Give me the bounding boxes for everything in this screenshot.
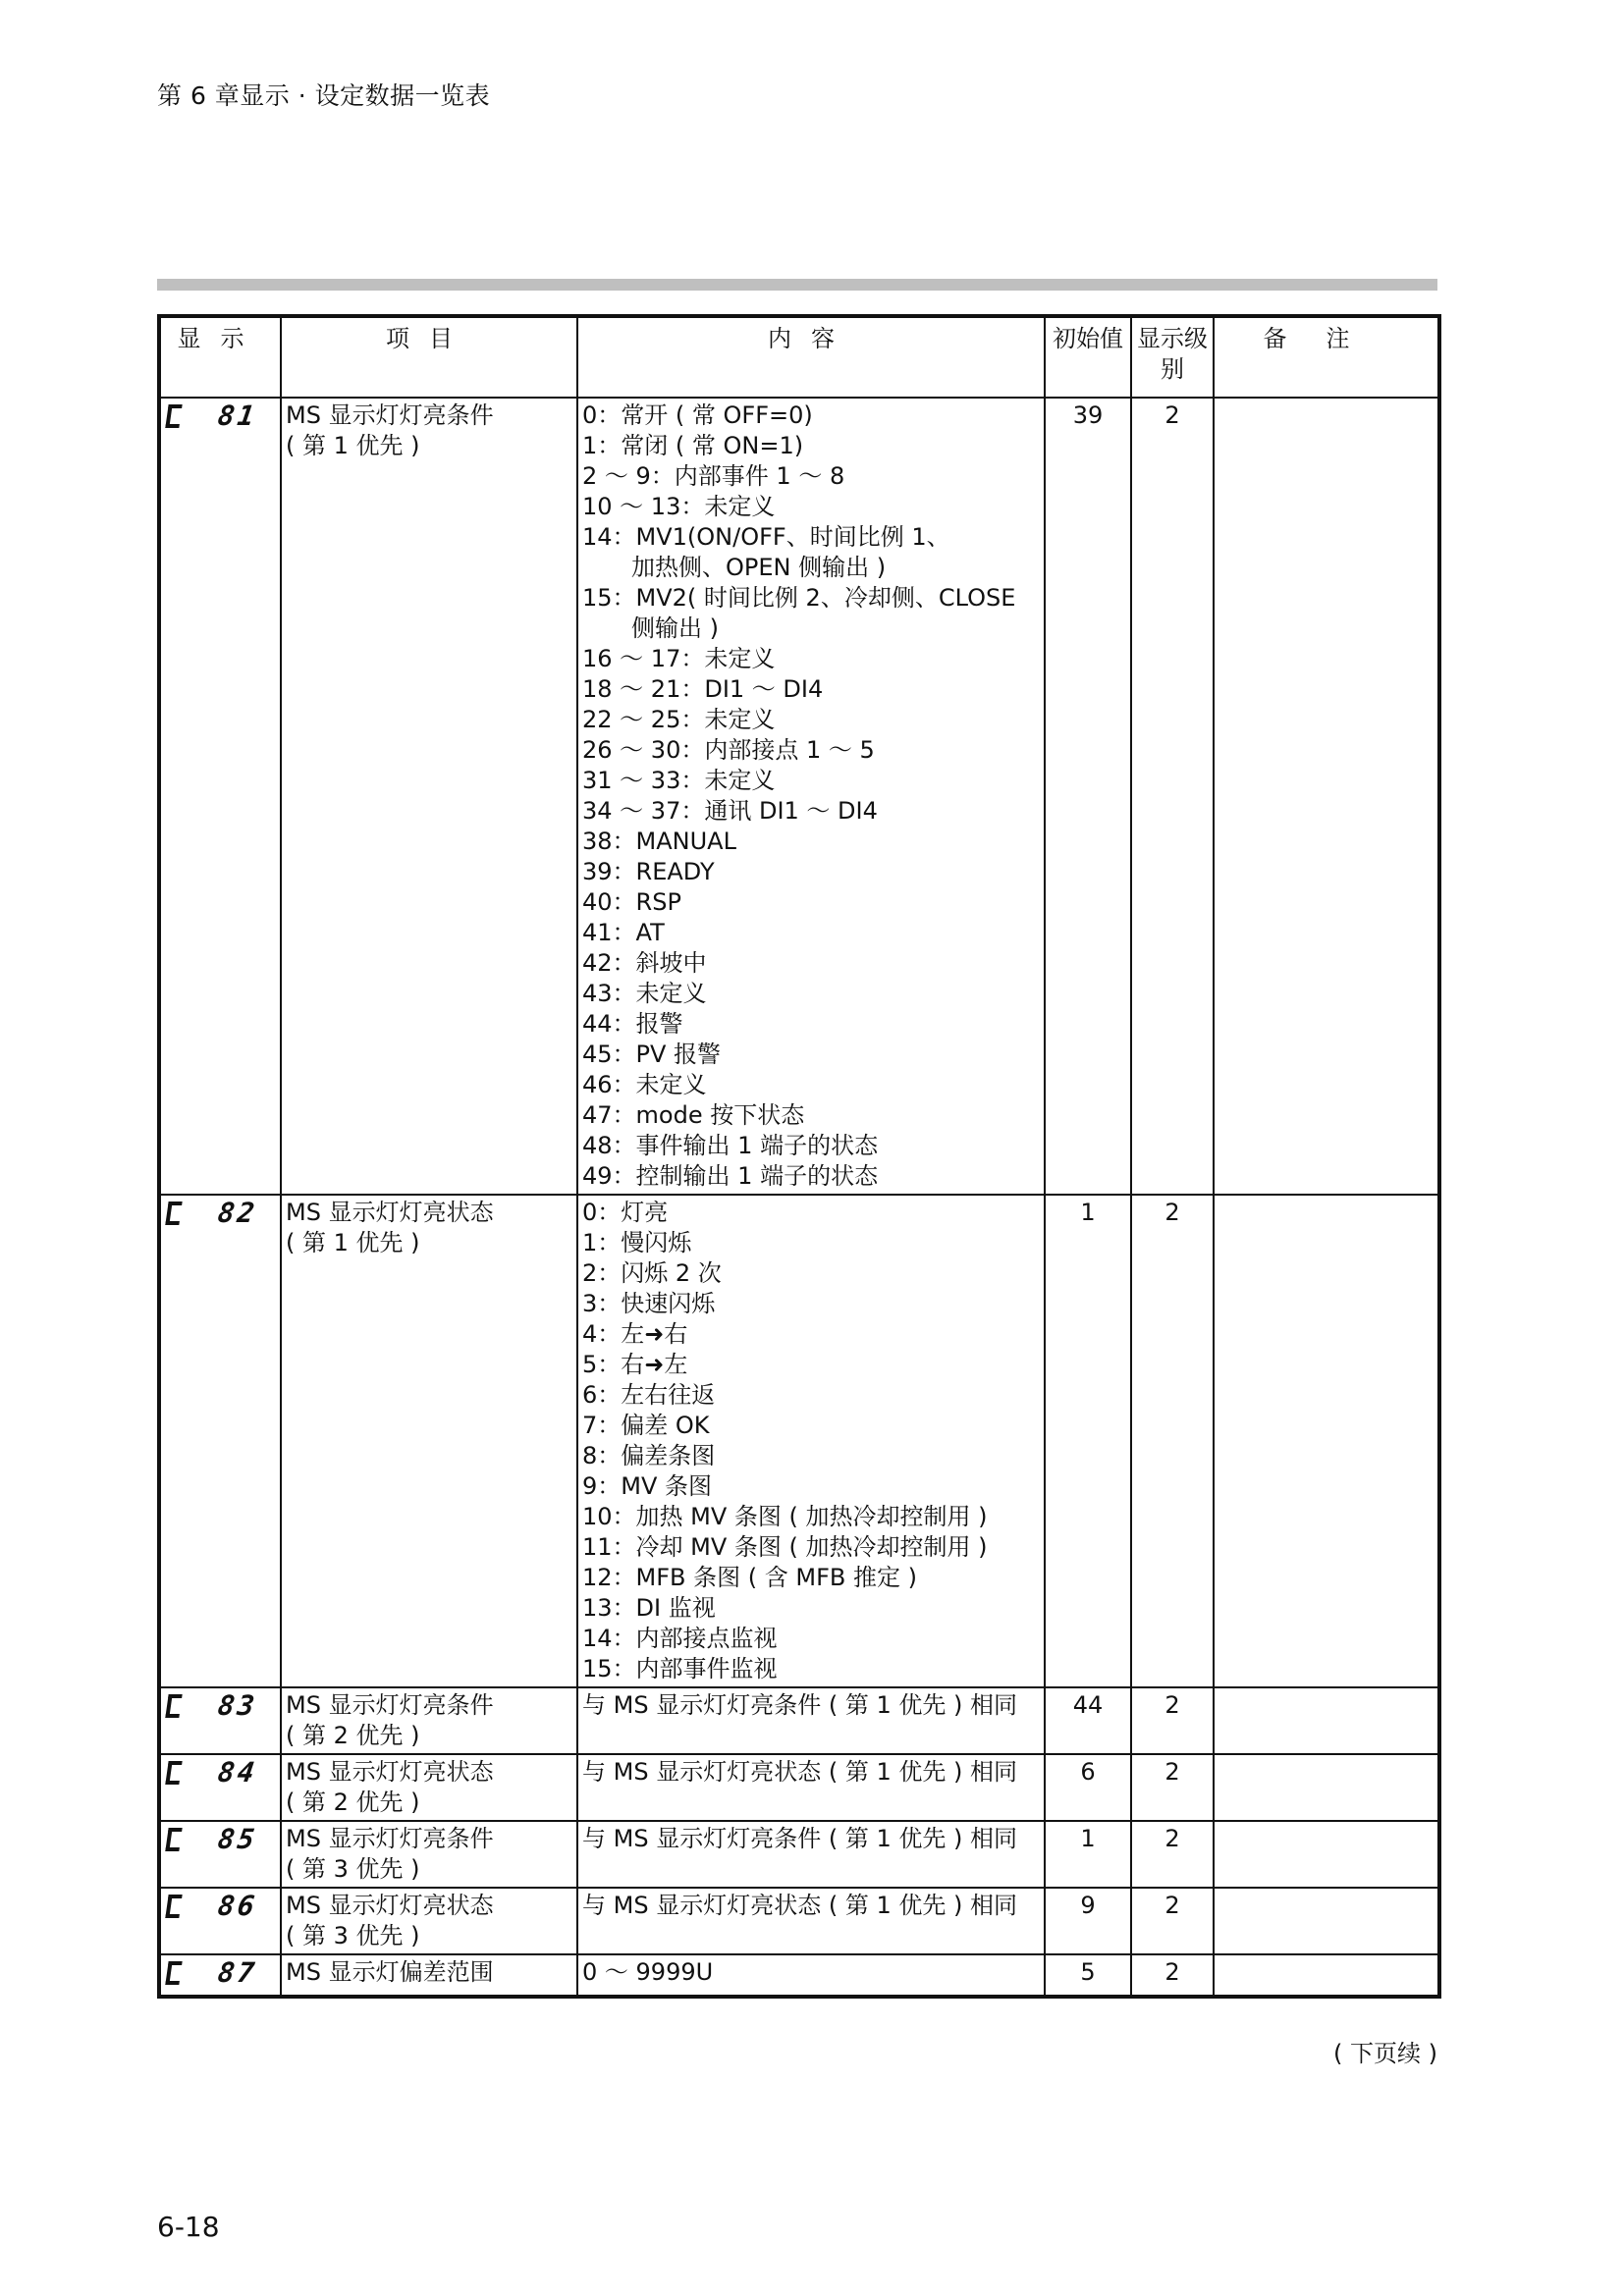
content-line: 14：内部接点监视	[582, 1625, 778, 1652]
content-line: 3：快速闪烁	[582, 1290, 716, 1317]
content-cell	[577, 1954, 1045, 1997]
header-content: 内容	[577, 316, 1045, 398]
content-line: 31 ～ 33：未定义	[582, 767, 776, 794]
note-cell	[1214, 1954, 1439, 1997]
item-line: MS 显示灯灯亮条件	[286, 1825, 494, 1852]
content-cell	[577, 1687, 1045, 1754]
initial-value-cell: 1	[1045, 1821, 1131, 1888]
item-line: ( 第 1 优先 )	[286, 1229, 420, 1256]
initial-value-cell: 6	[1045, 1754, 1131, 1821]
chapter-title: 第 6 章显示 · 设定数据一览表	[157, 81, 491, 110]
initial-value-cell: 39	[1045, 398, 1131, 1195]
display-level-cell: 2	[1131, 1195, 1214, 1687]
item-line: ( 第 3 优先 )	[286, 1922, 420, 1949]
content-line: 39：READY	[582, 858, 715, 885]
display-level-cell: 2	[1131, 1754, 1214, 1821]
segment-c-glyph-icon	[165, 1961, 182, 1985]
settings-table	[157, 314, 1441, 1999]
item-line: MS 显示灯灯亮状态	[286, 1199, 494, 1226]
segment-display-code	[165, 1198, 259, 1229]
content-line: 与 MS 显示灯灯亮状态 ( 第 1 优先 ) 相同	[582, 1892, 1017, 1919]
note-cell	[1214, 1821, 1439, 1888]
content-line: 5：右➜左	[582, 1351, 688, 1378]
content-line: 44：报警	[582, 1010, 683, 1038]
content-line: 7：偏差 OK	[582, 1412, 710, 1439]
segment-c-glyph-icon	[165, 1828, 182, 1851]
content-line: 18 ～ 21：DI1 ～ DI4	[582, 675, 824, 703]
display-code-number: 83	[215, 1689, 260, 1722]
display-code-number: 82	[215, 1197, 260, 1229]
content-line: 2 ～ 9：内部事件 1 ～ 8	[582, 462, 845, 490]
continued-note: ( 下页续 )	[1333, 2040, 1437, 2067]
display-code-cell	[159, 1687, 281, 1754]
content-line: 48：事件输出 1 端子的状态	[582, 1132, 879, 1159]
content-cell	[577, 398, 1045, 1195]
note-cell	[1214, 1687, 1439, 1754]
table-row	[159, 398, 1439, 1195]
note-cell	[1214, 398, 1439, 1195]
item-line: MS 显示灯灯亮条件	[286, 401, 494, 429]
content-line: 9：MV 条图	[582, 1472, 713, 1500]
header-note: 备注	[1214, 316, 1439, 398]
item-line: MS 显示灯灯亮状态	[286, 1758, 494, 1786]
segment-display-code	[165, 400, 259, 432]
display-code-number: 87	[215, 1956, 260, 1989]
note-cell	[1214, 1754, 1439, 1821]
item-line: ( 第 2 优先 )	[286, 1789, 420, 1816]
table-row	[159, 1888, 1439, 1954]
item-cell	[281, 1754, 577, 1821]
initial-value-cell: 44	[1045, 1687, 1131, 1754]
display-code-number: 81	[215, 400, 260, 432]
content-line: 46：未定义	[582, 1071, 707, 1098]
table-row	[159, 1687, 1439, 1754]
segment-display-code	[165, 1891, 259, 1922]
content-line: 侧输出 )	[631, 614, 719, 642]
table-row	[159, 1954, 1439, 1997]
segment-c-glyph-icon	[165, 1761, 182, 1785]
content-line: 15：MV2( 时间比例 2、冷却侧、CLOSE	[582, 584, 1016, 612]
content-line: 15：内部事件监视	[582, 1655, 778, 1682]
item-cell	[281, 1195, 577, 1687]
content-line: 16 ～ 17：未定义	[582, 645, 776, 672]
content-line: 12：MFB 条图 ( 含 MFB 推定 )	[582, 1564, 917, 1591]
display-level-cell: 2	[1131, 1821, 1214, 1888]
note-cell	[1214, 1888, 1439, 1954]
item-cell	[281, 1954, 577, 1997]
item-line: MS 显示灯灯亮条件	[286, 1691, 494, 1719]
content-line: 13：DI 监视	[582, 1594, 716, 1622]
note-cell	[1214, 1195, 1439, 1687]
table-row	[159, 1754, 1439, 1821]
content-line: 与 MS 显示灯灯亮状态 ( 第 1 优先 ) 相同	[582, 1758, 1017, 1786]
segment-display-code	[165, 1757, 259, 1789]
content-line: 1：常闭 ( 常 ON=1)	[582, 432, 804, 459]
header-initial-value: 初始值	[1045, 316, 1131, 398]
content-line: 10：加热 MV 条图 ( 加热冷却控制用 )	[582, 1503, 988, 1530]
content-line: 8：偏差条图	[582, 1442, 716, 1469]
display-code-number: 84	[215, 1756, 260, 1789]
segment-c-glyph-icon	[165, 1694, 182, 1718]
content-line: 6：左右往返	[582, 1381, 716, 1409]
display-code-cell	[159, 1888, 281, 1954]
segment-c-glyph-icon	[165, 1201, 182, 1225]
content-cell	[577, 1754, 1045, 1821]
display-code-cell	[159, 1754, 281, 1821]
header-display: 显示	[159, 316, 281, 398]
item-cell	[281, 1888, 577, 1954]
item-line: ( 第 2 优先 )	[286, 1722, 420, 1749]
display-code-number: 85	[215, 1823, 260, 1855]
content-line: 45：PV 报警	[582, 1041, 722, 1068]
content-line: 0：灯亮	[582, 1199, 669, 1226]
content-cell	[577, 1821, 1045, 1888]
section-divider	[157, 279, 1437, 291]
display-level-cell: 2	[1131, 1954, 1214, 1997]
display-code-cell	[159, 1195, 281, 1687]
display-level-cell: 2	[1131, 1687, 1214, 1754]
content-line: 0：常开 ( 常 OFF=0)	[582, 401, 813, 429]
item-line: MS 显示灯偏差范围	[286, 1958, 494, 1986]
content-line: 14：MV1(ON/OFF、时间比例 1、	[582, 523, 950, 551]
header-item: 项目	[281, 316, 577, 398]
item-line: MS 显示灯灯亮状态	[286, 1892, 494, 1919]
content-line: 22 ～ 25：未定义	[582, 706, 776, 733]
content-line: 2：闪烁 2 次	[582, 1259, 722, 1287]
segment-display-code	[165, 1824, 259, 1855]
segment-c-glyph-icon	[165, 404, 182, 428]
content-line: 加热侧、OPEN 侧输出 )	[631, 554, 887, 581]
content-line: 34 ～ 37：通讯 DI1 ～ DI4	[582, 797, 878, 825]
table-header-row	[159, 316, 1439, 398]
display-level-cell: 2	[1131, 398, 1214, 1195]
display-level-cell: 2	[1131, 1888, 1214, 1954]
initial-value-cell: 5	[1045, 1954, 1131, 1997]
item-cell	[281, 1821, 577, 1888]
item-line: ( 第 3 优先 )	[286, 1855, 420, 1883]
content-line: 42：斜坡中	[582, 949, 707, 977]
content-line: 26 ～ 30：内部接点 1 ～ 5	[582, 736, 875, 764]
content-line: 43：未定义	[582, 980, 707, 1007]
content-line: 与 MS 显示灯灯亮条件 ( 第 1 优先 ) 相同	[582, 1825, 1017, 1852]
header-display-level: 显示级别	[1131, 316, 1214, 398]
content-line: 49：控制输出 1 端子的状态	[582, 1162, 879, 1190]
content-line: 10 ～ 13：未定义	[582, 493, 776, 520]
display-code-cell	[159, 1954, 281, 1997]
content-line: 11：冷却 MV 条图 ( 加热冷却控制用 )	[582, 1533, 988, 1561]
content-line: 1：慢闪烁	[582, 1229, 692, 1256]
initial-value-cell: 9	[1045, 1888, 1131, 1954]
content-line: 47：mode 按下状态	[582, 1101, 805, 1129]
page-number: 6-18	[157, 2211, 220, 2243]
item-cell	[281, 1687, 577, 1754]
content-cell	[577, 1888, 1045, 1954]
content-line: 38：MANUAL	[582, 828, 736, 855]
table-row	[159, 1821, 1439, 1888]
table-row	[159, 1195, 1439, 1687]
initial-value-cell: 1	[1045, 1195, 1131, 1687]
content-line: 40：RSP	[582, 888, 681, 916]
item-cell	[281, 398, 577, 1195]
item-line: ( 第 1 优先 )	[286, 432, 420, 459]
segment-display-code	[165, 1957, 259, 1989]
display-code-cell	[159, 1821, 281, 1888]
display-code-cell	[159, 398, 281, 1195]
segment-display-code	[165, 1690, 259, 1722]
content-line: 41：AT	[582, 919, 665, 946]
content-line: 0 ～ 9999U	[582, 1958, 714, 1986]
content-line: 与 MS 显示灯灯亮条件 ( 第 1 优先 ) 相同	[582, 1691, 1017, 1719]
display-code-number: 86	[215, 1890, 260, 1922]
content-line: 4：左➜右	[582, 1320, 688, 1348]
content-cell	[577, 1195, 1045, 1687]
segment-c-glyph-icon	[165, 1895, 182, 1918]
